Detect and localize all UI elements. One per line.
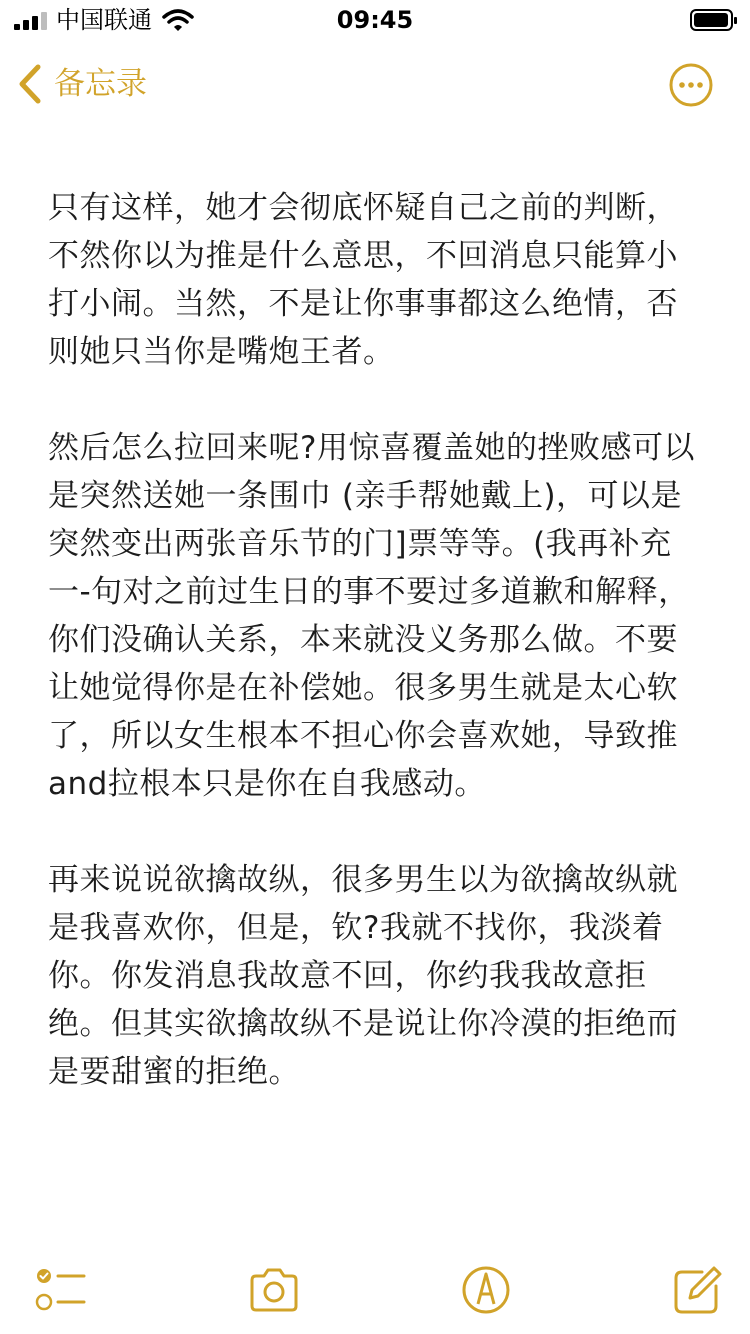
back-button[interactable] xyxy=(16,62,147,106)
note-paragraph[interactable]: 然后怎么拉回来呢?用惊喜覆盖她的挫败感可以是突然送她一条围巾 (亲手帮她戴上)，可以是突然变出两张音乐节的门]票等等。(我再补充一-句对之前过生日的事不要过多道歉和解释，你们没确认关系，本来就没义务那么做。不要让她觉得你是在补偿她。很多男生就是太心软了，所以女生根本不担心你会喜欢她，导致推and拉根本只是你在自我感动。 xyxy=(48,430,695,802)
note-paragraph[interactable]: 只有这样，她才会彻底怀疑自己之前的判断，不然你以为推是什么意思，不回消息只能算小打小闹。当然，不是让你事事都这么绝情，否则她只当你是嘴炮王者。 xyxy=(48,190,678,370)
back-button-label: 备忘录 xyxy=(54,66,147,102)
camera-button[interactable] xyxy=(248,1264,300,1316)
markup-icon xyxy=(460,1264,512,1316)
compose-icon xyxy=(672,1264,724,1316)
note-body[interactable] xyxy=(48,184,708,1144)
camera-icon xyxy=(248,1264,300,1316)
compose-button[interactable] xyxy=(672,1264,724,1316)
status-time: 09:45 xyxy=(336,6,414,34)
note-paragraph[interactable]: 再来说说欲擒故纵，很多男生以为欲擒故纵就是我喜欢你，但是，钦?我就不找你，我淡着你。你发消息我故意不回，你约我我故意拒绝。但其实欲擒故纵不是说让你冷漠的拒绝而是要甜蜜的拒绝。 xyxy=(48,862,678,1090)
ellipsis-circle-icon xyxy=(668,62,714,108)
checklist-button[interactable] xyxy=(34,1264,86,1316)
status-bar xyxy=(0,0,750,40)
more-options-button[interactable] xyxy=(668,62,714,108)
battery-icon xyxy=(690,8,738,32)
checklist-icon xyxy=(34,1264,86,1316)
carrier-name: 中国联通 xyxy=(56,6,152,34)
bottom-toolbar xyxy=(0,1264,750,1316)
markup-button[interactable] xyxy=(460,1264,512,1316)
chevron-left-icon xyxy=(16,64,42,104)
